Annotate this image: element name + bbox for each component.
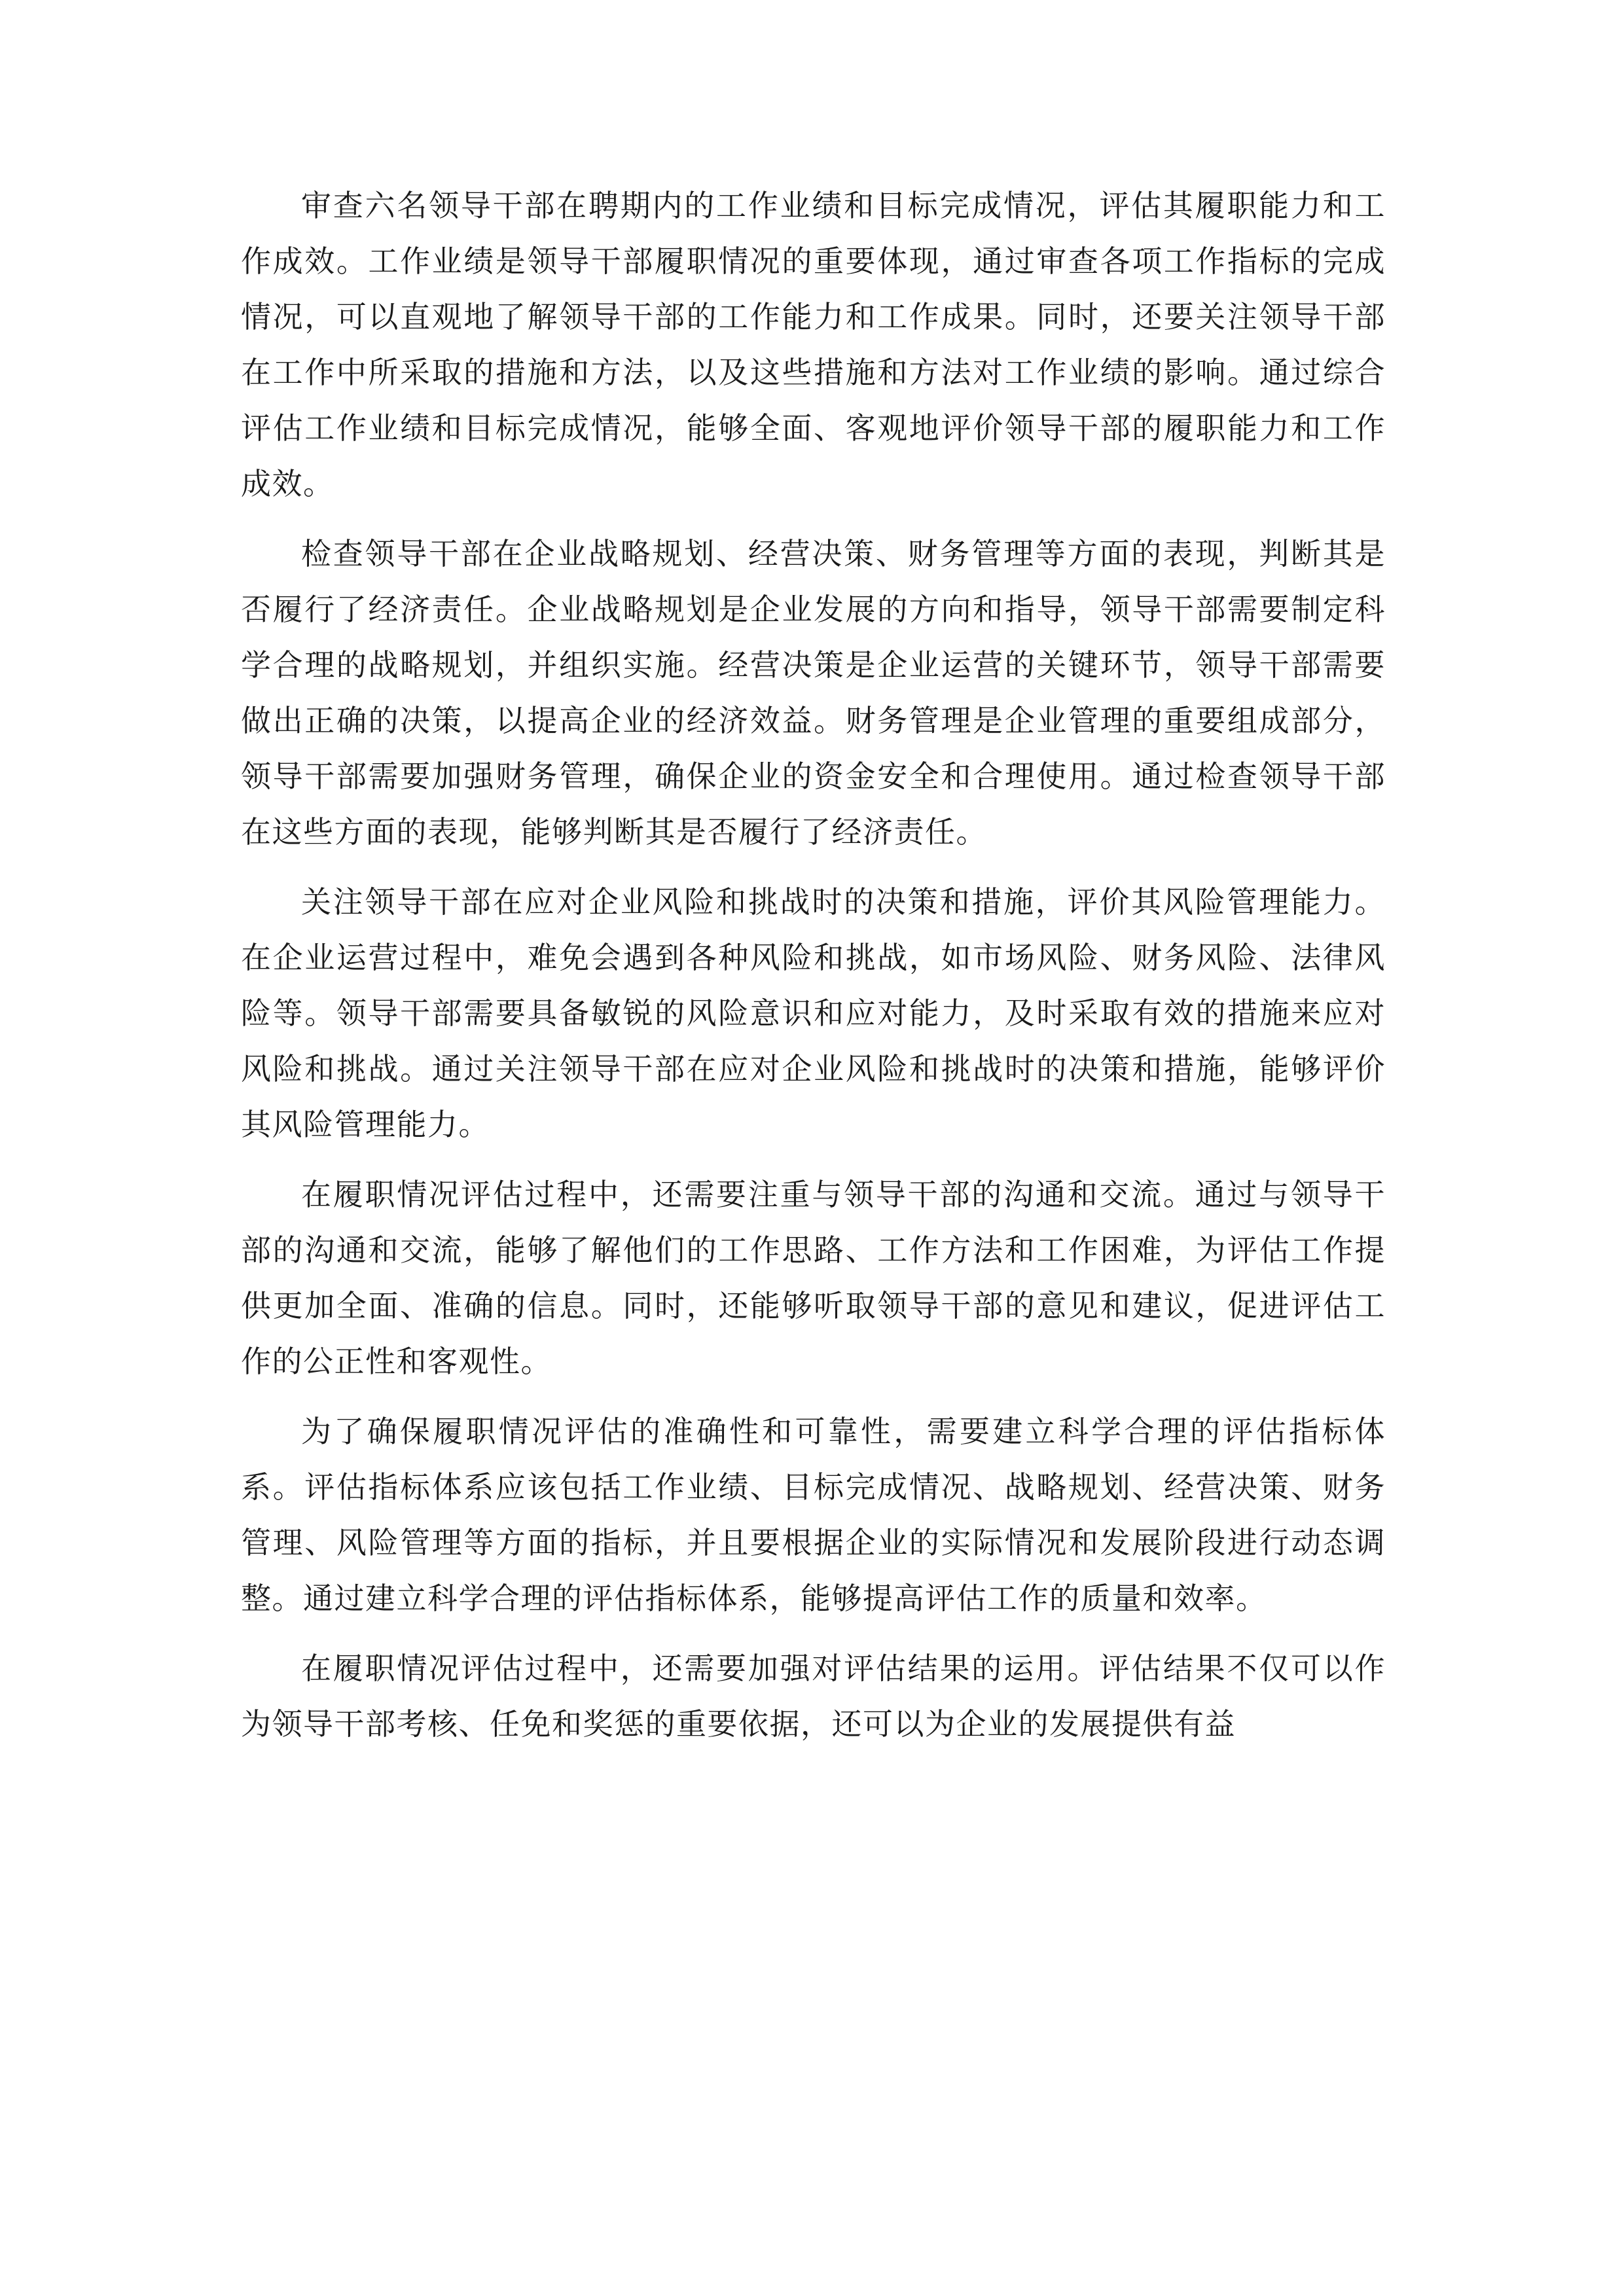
paragraph-3: 关注领导干部在应对企业风险和挑战时的决策和措施，评价其风险管理能力。在企业运营过程中，难免会遇到各种风险和挑战，如市场风险、财务风险、法律风险等。领导干部需要具备敏锐的风险意识和应对能力，及时采取有效的措施来应对风险和挑战。通过关注领导干部在应对企业风险和挑战时的决策和措施，能够评价其风险管理能力。 — [241, 884, 1386, 1142]
paragraph-5: 为了确保履职情况评估的准确性和可靠性，需要建立科学合理的评估指标体系。评估指标体系应该包括工作业绩、目标完成情况、战略规划、经营决策、财务管理、风险管理等方面的指标，并且要根据企业的实际情况和发展阶段进行动态调整。通过建立科学合理的评估指标体系，能够提高评估工作的质量和效率。 — [241, 1414, 1386, 1616]
paragraph-2: 检查领导干部在企业战略规划、经营决策、财务管理等方面的表现，判断其是否履行了经济责任。企业战略规划是企业发展的方向和指导，领导干部需要制定科学合理的战略规划，并组织实施。经营决策是企业运营的关键环节，领导干部需要做出正确的决策，以提高企业的经济效益。财务管理是企业管理的重要组成部分，领导干部需要加强财务管理，确保企业的资金安全和合理使用。通过检查领导干部在这些方面的表现，能够判断其是否履行了经济责任。 — [241, 536, 1386, 850]
paragraph-6: 在履职情况评估过程中，还需要加强对评估结果的运用。评估结果不仅可以作为领导干部考核、任免和奖惩的重要依据，还可以为企业的发展提供有益 — [241, 1651, 1386, 1742]
document-body — [241, 178, 1386, 1767]
paragraph-4: 在履职情况评估过程中，还需要注重与领导干部的沟通和交流。通过与领导干部的沟通和交流，能够了解他们的工作思路、工作方法和工作困难，为评估工作提供更加全面、准确的信息。同时，还能够听取领导干部的意见和建议，促进评估工作的公正性和客观性。 — [241, 1177, 1386, 1379]
paragraph-1: 审查六名领导干部在聘期内的工作业绩和目标完成情况，评估其履职能力和工作成效。工作业绩是领导干部履职情况的重要体现，通过审查各项工作指标的完成情况，可以直观地了解领导干部的工作能力和工作成果。同时，还要关注领导干部在工作中所采取的措施和方法，以及这些措施和方法对工作业绩的影响。通过综合评估工作业绩和目标完成情况，能够全面、客观地评价领导干部的履职能力和工作成效。 — [241, 188, 1386, 501]
